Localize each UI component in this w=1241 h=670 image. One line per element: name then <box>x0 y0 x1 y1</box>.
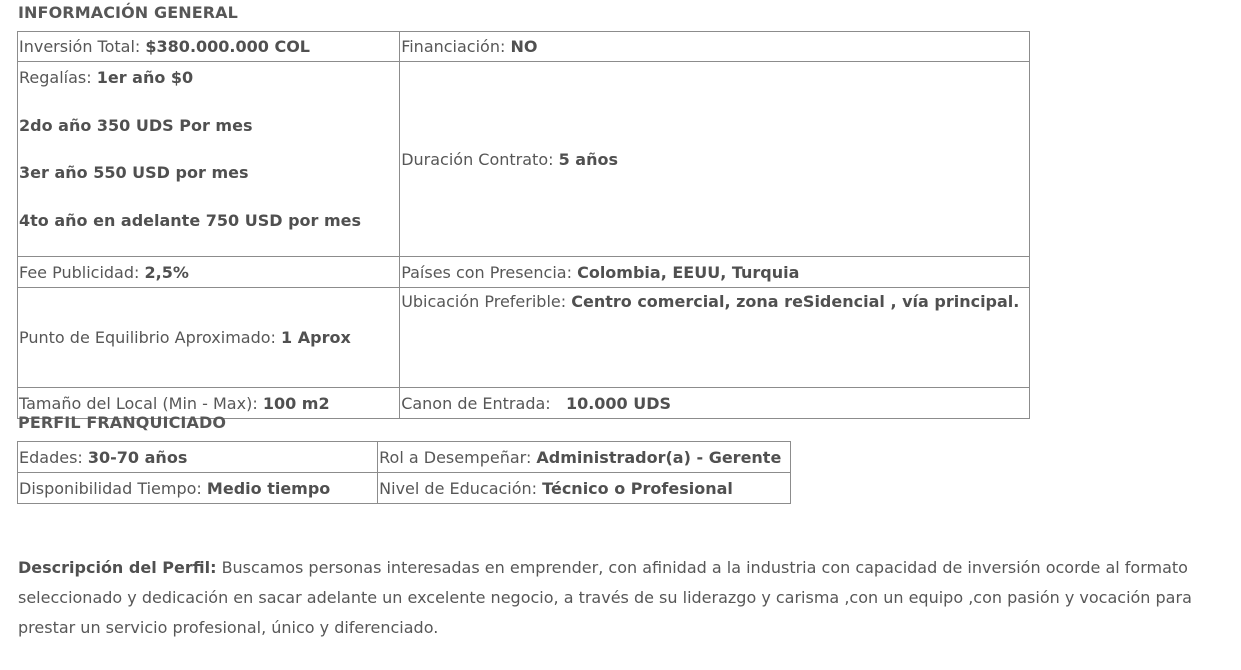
table-row <box>18 442 791 473</box>
inversion-value: $380.000.000 COL <box>145 37 310 56</box>
disponibilidad-label: Disponibilidad Tiempo: <box>19 478 202 498</box>
rol-cell <box>378 442 791 473</box>
regalias-year-3: 3er año 550 USD por mes <box>19 163 249 182</box>
educacion-cell <box>378 473 791 504</box>
duracion-label: Duración Contrato: <box>401 149 554 169</box>
table-row <box>18 288 1030 388</box>
ubicacion-label: Ubicación Preferible: <box>401 292 567 311</box>
disponibilidad-cell <box>18 473 378 504</box>
fee-cell <box>18 257 400 288</box>
ubicacion-cell <box>400 288 1030 388</box>
inversion-cell <box>18 32 400 62</box>
paises-cell <box>400 257 1030 288</box>
financiacion-value: NO <box>510 37 538 56</box>
financiacion-cell <box>400 32 1030 62</box>
table-row <box>18 32 1030 62</box>
edades-value: 30-70 años <box>87 447 188 467</box>
educacion-label: Nivel de Educación: <box>379 478 538 498</box>
fee-label: Fee Publicidad: <box>19 262 140 282</box>
perfil-description <box>18 553 1223 643</box>
edades-cell <box>18 442 378 473</box>
equilibrio-label: Punto de Equilibrio Aproximado: <box>19 328 276 347</box>
table-row <box>18 62 1030 257</box>
canon-value: 10.000 UDS <box>565 393 672 413</box>
section-title-perfil: PERFIL FRANQUICIADO <box>18 413 227 432</box>
duracion-cell <box>400 62 1030 257</box>
educacion-value: Técnico o Profesional <box>542 478 733 498</box>
tamano-label: Tamaño del Local (Min - Max): <box>19 393 258 413</box>
section-title-general: INFORMACIÓN GENERAL <box>18 3 238 22</box>
inversion-label: Inversión Total: <box>19 37 141 56</box>
fee-value: 2,5% <box>144 262 189 282</box>
paises-label: Países con Presencia: <box>401 262 572 282</box>
rol-value: Administrador(a) - Gerente <box>536 447 782 467</box>
rol-label: Rol a Desempeñar: <box>379 447 532 467</box>
regalias-cell <box>18 62 400 257</box>
regalias-year-2: 2do año 350 UDS Por mes <box>19 115 253 135</box>
table-row <box>18 257 1030 288</box>
regalias-year-4: 4to año en adelante 750 USD por mes <box>19 210 362 230</box>
duracion-value: 5 años <box>558 149 618 169</box>
description-text: Buscamos personas interesadas en emprender, con afinidad a la industria con capacidad de inversión ocorde al formato seleccionado y dedicación en sacar adelante un excelente negocio, a través de su liderazgo y carisma ,con un equipo ,con pasión y vocación para prestar un servicio profesional, único y diferenciado. <box>18 558 1192 637</box>
ubicacion-value: Centro comercial, zona reSidencial , vía principal. <box>571 292 1020 311</box>
canon-cell <box>400 388 1030 419</box>
financiacion-label: Financiación: <box>401 37 506 56</box>
equilibrio-value: 1 Aprox <box>281 328 351 347</box>
perfil-table <box>17 441 791 504</box>
equilibrio-cell <box>18 288 400 388</box>
table-row <box>18 473 791 504</box>
paises-value: Colombia, EEUU, Turquia <box>577 262 800 282</box>
regalias-year-1: 1er año $0 <box>96 68 194 87</box>
regalias-label: Regalías: <box>19 68 92 87</box>
general-info-table <box>17 31 1030 419</box>
tamano-value: 100 m2 <box>262 393 330 413</box>
disponibilidad-value: Medio tiempo <box>206 478 331 498</box>
canon-label: Canon de Entrada: <box>401 393 551 413</box>
edades-label: Edades: <box>19 447 83 467</box>
description-label: Descripción del Perfil: <box>18 558 217 577</box>
